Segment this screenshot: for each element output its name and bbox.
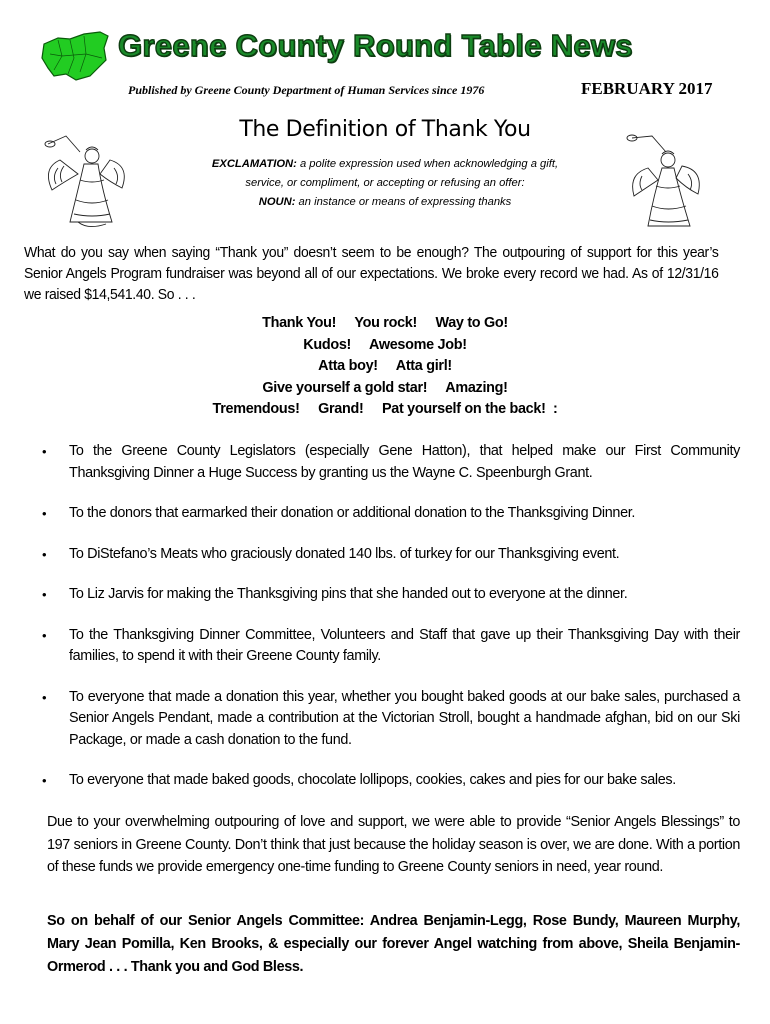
newsletter-title: Greene County Round Table News (118, 28, 633, 63)
list-item (40, 770, 740, 792)
list-item-text: To the Thanksgiving Dinner Committee, Volunteers and Staff that gave up their Thanksgiving Day with their families, to spend it with their Greene County family. (69, 626, 740, 664)
definition-heading: The Definition of Thank You (239, 117, 531, 142)
bullet-icon: • (42, 546, 47, 562)
list-item (40, 687, 740, 752)
thank-you-list (40, 441, 740, 792)
list-item-text: To Liz Jarvis for making the Thanksgiving pins that she handed out to everyone at the dinner. (69, 586, 628, 602)
angel-illustration-right (612, 130, 722, 235)
list-item (40, 584, 740, 606)
definition-line-continuation: service, or compliment, or accepting or refusing an offer: (245, 177, 525, 189)
kudos-block (0, 313, 770, 421)
list-item (40, 544, 740, 566)
kudos-line: Kudos! Awesome Job! (303, 336, 467, 353)
list-item-text: To everyone that made a donation this year, whether you bought baked goods at our bake sales, purchased a Senior Angels Pendant, made a contribution at the Victorian Stroll, bought a handmade afghan, bid on our Ski Package, or made a cash donation to the fund. (69, 688, 740, 748)
list-item (40, 441, 740, 484)
definition-text-exclamation: a polite expression used when acknowledging a gift, (296, 158, 559, 170)
definition-line-noun (150, 193, 620, 212)
definition-term-exclamation: EXCLAMATION: (211, 158, 297, 170)
bullet-icon: • (42, 627, 47, 643)
committee-thanks-paragraph: So on behalf of our Senior Angels Committee: Andrea Benjamin-Legg, Rose Bundy, Maureen Murphy, Mary Jean Pomilla, Ken Brooks, & especially our forever Angel watching from above, Sheila Benjamin-Ormerod . . . Thank you and God Bless. (47, 913, 740, 975)
bullet-icon: • (42, 444, 47, 459)
county-map-logo (40, 30, 112, 82)
closing-paragraph: Due to your overwhelming outpouring of love and support, we were able to provide “Senior Angels Blessings” to 197 seniors in Greene County. Don’t think that just because the holiday season is over, we are done. With a portion of these funds we provide emergency one-time funding to Greene County seniors in need, year round. (47, 814, 740, 875)
definition-line-exclamation (150, 155, 620, 174)
list-item (40, 503, 740, 525)
kudos-line: Tremendous! Grand! Pat yourself on the back! : (212, 401, 558, 417)
bullet-icon: • (42, 506, 47, 521)
issue-date: FEBRUARY 2017 (581, 79, 713, 98)
definition-text-noun: an instance or means of expressing thanks (295, 196, 512, 208)
publisher-line: Published by Greene County Department of Human Services since 1976 (128, 83, 485, 97)
bullet-icon: • (42, 773, 47, 788)
list-item-text: To DiStefano’s Meats who graciously donated 140 lbs. of turkey for our Thanksgiving event. (69, 545, 620, 562)
kudos-line: Atta boy! Atta girl! (318, 358, 452, 374)
list-item-text: To everyone that made baked goods, chocolate lollipops, cookies, cakes and pies for our bake sales. (69, 772, 676, 788)
definition-term-noun: NOUN: (258, 196, 296, 208)
bullet-icon: • (42, 587, 47, 602)
list-item-text: To the Greene County Legislators (especially Gene Hatton), that helped make our First Community Thanksgiving Dinner a Huge Success by granting us the Wayne C. Speenburgh Grant. (69, 443, 740, 481)
kudos-line: Give yourself a gold star! Amazing! (262, 379, 508, 396)
definition-block (150, 155, 620, 212)
list-item-text: To the donors that earmarked their donation or additional donation to the Thanksgiving Dinner. (69, 505, 636, 521)
angel-illustration-left (30, 130, 140, 235)
list-item (40, 625, 740, 668)
bullet-icon: • (42, 689, 47, 705)
intro-paragraph: What do you say when saying “Thank you” doesn’t seem to be enough? The outpouring of support for this year’s Senior Angels Program fundraiser was beyond all of our expectations. We broke every record we had. As of 12/31/16 we raised $14,541.40. So . . . (24, 245, 719, 303)
kudos-line: Thank You! You rock! Way to Go! (262, 315, 508, 331)
